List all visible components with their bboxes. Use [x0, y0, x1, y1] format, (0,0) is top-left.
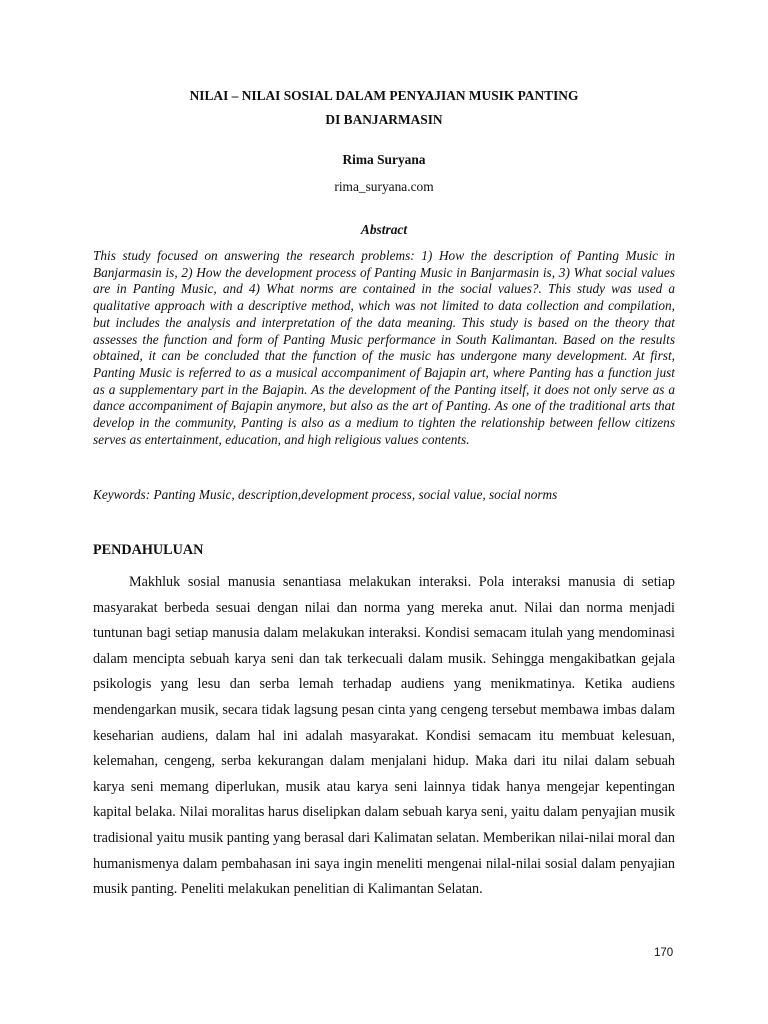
author-name: Rima Suryana: [342, 152, 426, 167]
page-number: 170: [654, 947, 674, 959]
abstract-text: This study focused on answering the research problems: 1) How the description of Panting Music in Banjarmasin is, 2) How the development process of Panting Music in Banjarmasin is, 3) What social values are in Panting Music, and 4) What norms are contained in the social values?. This study was used a qualitative approach with a descriptive method, which was not limited to data collection and compilation, but includes the analysis and interpretation of the data meaning. This study is based on the theory that assesses the function and form of Panting Music performance in South Kalimantan. Based on the results obtained, it can be concluded that the function of the music has undergone many development. At first, Panting Music is referred to as a musical accompaniment of Bajapin art, where Panting has a function just as a supplementary part in the Bajapin. As the development of the Panting itself, it does not only serve as a dance accompaniment of Bajapin anymore, but also as the art of Panting. As one of the traditional arts that develop in the community, Panting is also as a medium to tighten the relationship between fellow citizens serves as entertainment, education, and high religious values contents.: [93, 248, 675, 447]
paper-title-line-1: NILAI – NILAI SOSIAL DALAM PENYAJIAN MUSIK PANTING: [189, 88, 579, 103]
keywords: Keywords: Panting Music, description,development process, social value, social norms: [93, 487, 558, 502]
abstract-heading: Abstract: [360, 222, 408, 237]
author-email: rima_suryana.com: [334, 179, 434, 194]
section-heading: PENDAHULUAN: [93, 542, 204, 558]
body-paragraph: Makhluk sosial manusia senantiasa melakukan interaksi. Pola interaksi manusia di setiap masyarakat berbeda sesuai dengan nilai dan norma yang mereka anut. Nilai dan norma menjadi tuntunan bagi setiap manusia dalam melakukan interaksi. Kondisi semacam itulah yang mendominasi dalam mencipta sebuah karya seni dan tak terkecuali dalam musik. Sehingga mengakibatkan gejala psikologis yang lesu dan serba lemah terhadap audiens yang menikmatinya. Ketika audiens mendengarkan musik, secara tidak lagsung pesan cinta yang cengeng tersebut membawa imbas dalam keseharian audiens, dalam hal ini adalah masyarakat. Kondisi semacam itu membuat kelesuan, kelemahan, cengeng, serba kekurangan dalam menjalani hidup. Maka dari itu nilai dalam sebuah karya seni memang diperlukan, musik atau karya seni lainnya tidak hanya mengejar kepentingan kapital belaka. Nilai moralitas harus diselipkan dalam sebuah karya seni, yaitu dalam penyajian musik tradisional yaitu musik panting yang berasal dari Kalimatan selatan. Memberikan nilai-nilai moral dan humanismenya dalam pembahasan ini saya ingin meneliti mengenai nilal-nilai sosial dalam penyajian musik panting. Peneliti melakukan penelitian di Kalimantan Selatan.: [93, 574, 675, 898]
paper-title-line-2: DI BANJARMASIN: [325, 112, 443, 127]
